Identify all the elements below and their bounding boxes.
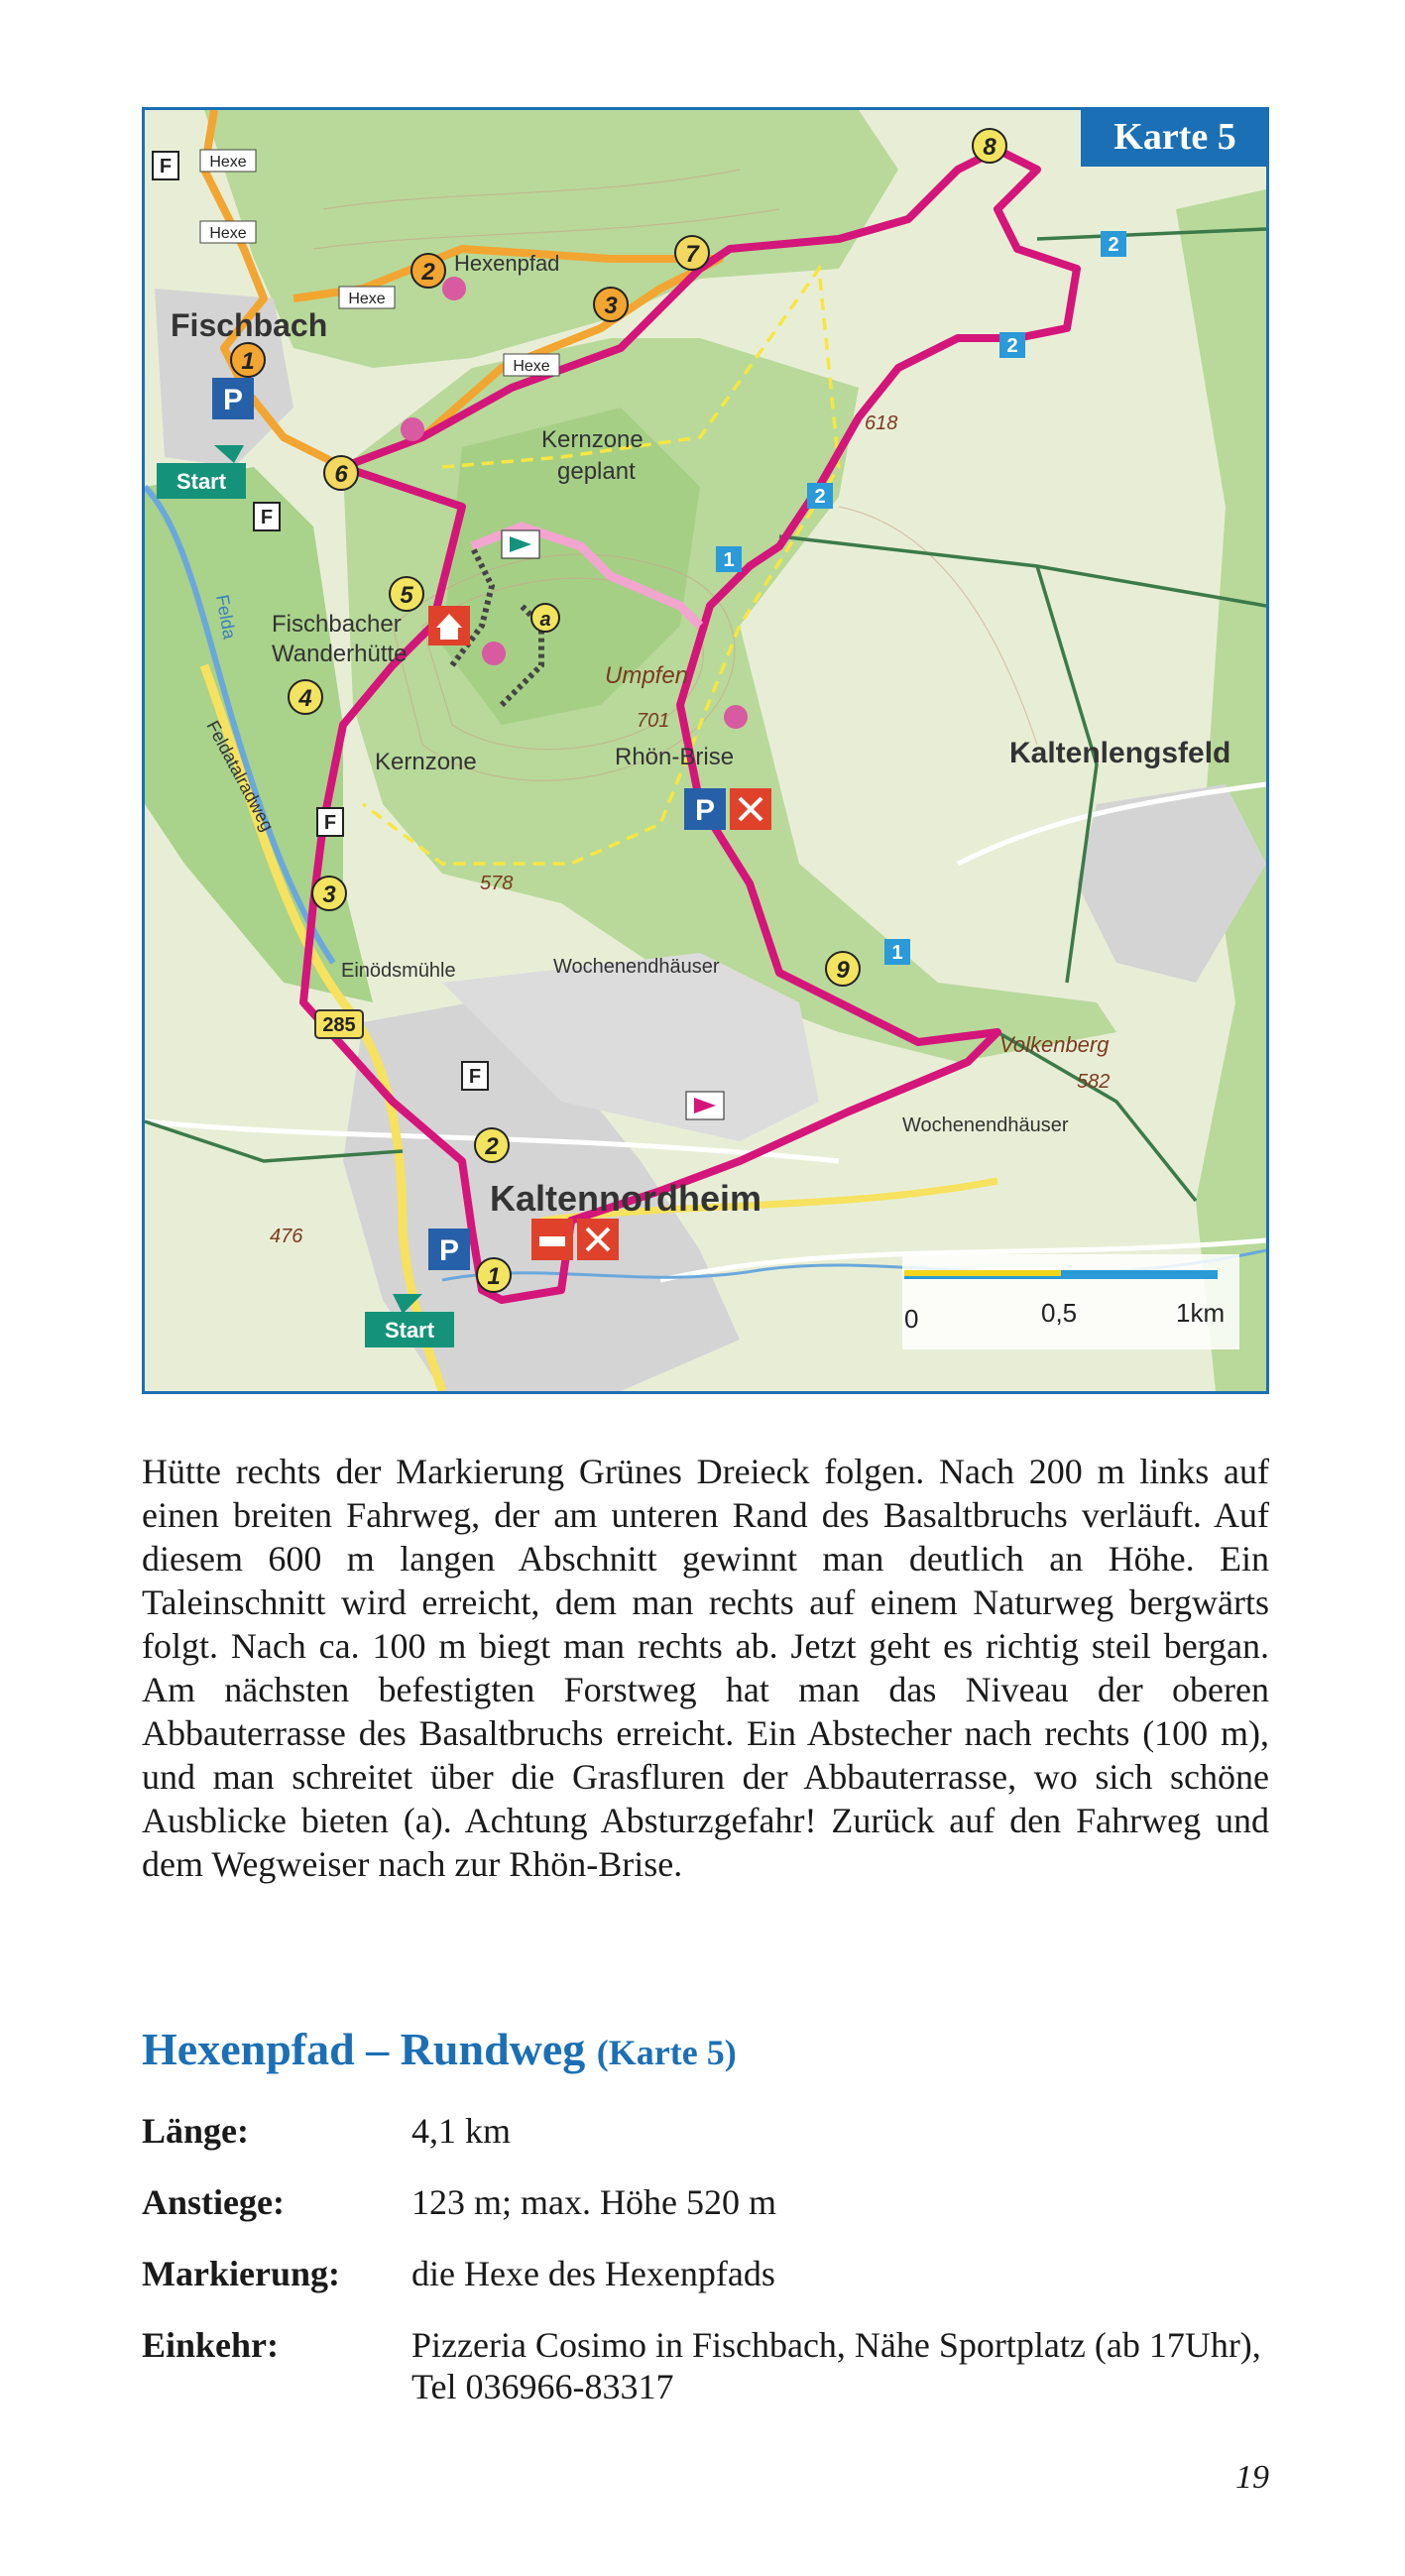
label-hexenpfad: Hexenpfad	[454, 251, 560, 276]
pink-waypoint-1	[477, 1258, 511, 1292]
svg-text:4: 4	[298, 685, 312, 712]
f-marker-4	[462, 1062, 488, 1090]
pink-waypoint-8	[973, 129, 1006, 163]
svg-text:2: 2	[814, 486, 826, 508]
label-einoedsmuehle: Einödsmühle	[341, 960, 456, 982]
scale-half: 0,5	[1041, 1298, 1078, 1328]
svg-text:2: 2	[485, 1133, 499, 1160]
svg-text:2: 2	[1006, 335, 1018, 357]
f-marker-1	[153, 152, 178, 179]
pink-waypoint-9	[826, 952, 860, 986]
trail-marker-2b	[999, 332, 1025, 358]
label-umpfen: Umpfen	[605, 662, 689, 689]
section-title-main: Hexenpfad – Rundweg	[142, 2024, 586, 2074]
info-label: Markierung:	[142, 2254, 340, 2293]
orange-waypoint-7	[675, 236, 709, 270]
orange-waypoint-3	[594, 288, 628, 321]
svg-text:2: 2	[421, 259, 435, 286]
elevation-701: 701	[637, 710, 670, 732]
f-marker-2	[254, 503, 280, 530]
elevation-578: 578	[480, 873, 514, 894]
label-wanderhuette-1: Fischbacher	[272, 611, 402, 638]
pink-waypoint-3	[312, 877, 346, 910]
label-kernzone-geplant-2: geplant	[557, 458, 636, 485]
trail-marker-2c	[1101, 231, 1126, 257]
label-wochenendhaeuser-2: Wochenendhäuser	[902, 1114, 1069, 1136]
waypoint-a	[531, 604, 559, 632]
svg-text:P: P	[694, 794, 716, 827]
svg-text:3: 3	[604, 293, 618, 319]
trail-marker-2a	[807, 483, 833, 509]
hexe-tag-4	[504, 354, 559, 376]
svg-text:Hexe: Hexe	[348, 291, 386, 307]
svg-text:8: 8	[983, 134, 996, 161]
road-shield-285	[315, 1010, 363, 1038]
parking-kaltennordheim	[428, 1229, 470, 1270]
scale-bar	[902, 1254, 1239, 1349]
parking-fischbach	[212, 378, 254, 419]
info-value: 4,1 km	[411, 2111, 512, 2151]
map-badge: Karte 5	[1081, 107, 1269, 167]
svg-text:F: F	[159, 156, 173, 177]
elevation-582: 582	[1077, 1071, 1111, 1093]
svg-text:Hexe: Hexe	[209, 154, 247, 171]
pink-triangle-marker	[686, 1092, 724, 1119]
label-kernzone-geplant-1: Kernzone	[541, 426, 644, 453]
scale-zero: 0	[904, 1304, 919, 1334]
svg-text:6: 6	[334, 461, 348, 488]
svg-text:3: 3	[322, 881, 336, 908]
svg-text:Hexe: Hexe	[209, 225, 247, 242]
svg-text:Hexe: Hexe	[513, 358, 550, 375]
elevation-476: 476	[270, 1226, 303, 1247]
label-wochenendhaeuser-1: Wochenendhäuser	[553, 956, 720, 978]
restaurant-icon	[730, 788, 771, 830]
pink-waypoint-4	[289, 680, 322, 714]
label-felda: Felda	[212, 593, 240, 642]
hut-icon	[428, 606, 470, 645]
label-feldatalradweg: Feldatalradweg	[202, 717, 278, 835]
info-value: 123 m; max. Höhe 520 m	[411, 2182, 776, 2222]
green-triangle-marker	[502, 530, 539, 558]
svg-text:Start: Start	[384, 1318, 435, 1343]
svg-text:F: F	[468, 1066, 482, 1088]
pink-waypoint-2	[475, 1128, 509, 1162]
svg-text:285: 285	[322, 1014, 356, 1036]
info-value: die Hexe des Hexenpfads	[411, 2254, 775, 2293]
label-kernzone: Kernzone	[375, 749, 477, 775]
info-label: Anstiege:	[142, 2182, 285, 2222]
label-fischbach: Fischbach	[171, 307, 328, 343]
svg-text:5: 5	[400, 582, 413, 609]
elevation-618: 618	[865, 412, 898, 434]
svg-text:1: 1	[891, 942, 903, 964]
label-volkenberg: Volkenberg	[999, 1032, 1110, 1057]
trail-marker-1b	[884, 939, 910, 965]
svg-text:a: a	[539, 609, 551, 631]
svg-text:7: 7	[685, 241, 699, 268]
label-rhoen-brise: Rhön-Brise	[615, 744, 735, 770]
hotel-icon	[531, 1219, 573, 1260]
svg-text:1: 1	[241, 348, 255, 375]
map-canvas	[145, 110, 1266, 1391]
svg-text:P: P	[438, 1234, 460, 1267]
svg-text:1: 1	[487, 1263, 501, 1290]
trail-marker-1a	[716, 546, 742, 572]
section-title	[142, 2023, 737, 2075]
info-label: Einkehr:	[142, 2325, 280, 2365]
svg-text:9: 9	[836, 957, 850, 984]
svg-text:1: 1	[723, 549, 735, 571]
svg-text:Start: Start	[176, 469, 227, 494]
label-kaltennordheim: Kaltennordheim	[490, 1178, 762, 1219]
f-marker-3	[317, 808, 343, 836]
svg-text:2: 2	[1108, 234, 1119, 256]
orange-waypoint-1	[231, 343, 265, 377]
info-value: Pizzeria Cosimo in Fischbach, Nähe Sportplatz (ab 17Uhr), Tel 036966-83317	[411, 2325, 1261, 2406]
hexe-tag-2	[200, 221, 256, 243]
section-title-subtitle: (Karte 5)	[596, 2033, 737, 2072]
hexe-tag-1	[200, 150, 256, 172]
svg-text:F: F	[323, 812, 337, 834]
restaurant-icon-kaltennordheim	[577, 1219, 619, 1260]
orange-waypoint-6	[324, 456, 358, 490]
scale-full: 1km	[1176, 1298, 1226, 1328]
pink-waypoint-5	[390, 577, 423, 611]
hexe-tag-3	[339, 287, 395, 308]
page-number: 19	[1235, 2459, 1269, 2496]
label-wanderhuette-2: Wanderhütte	[272, 641, 408, 667]
orange-waypoint-2	[411, 254, 445, 288]
route-map	[142, 107, 1269, 1394]
svg-text:F: F	[260, 507, 274, 528]
body-paragraph: Hütte rechts der Markierung Grünes Dreieck folgen. Nach 200 m links auf einen breiten Fahrweg, der am unteren Rand des Basaltbruchs verläuft. Auf diesem 600 m langen Abschnitt gewinnt man deutlich an Höhe. Ein Taleinschnitt wird erreicht, dem man rechts auf einem Naturweg bergwärts folgt. Nach ca. 100 m biegt man rechts ab. Jetzt geht es richtig steil bergan. Am nächsten befestigten Forstweg hat man das Niveau der oberen Abbauterrasse des Basaltbruchs erreicht. Ein Abstecher nach rechts (100 m), und man schreitet über die Grasfluren der Abbauterrasse, wo sich schöne Ausblicke bieten (a). Achtung Absturzgefahr! Zurück auf den Fahrweg und dem Wegweiser nach zur Rhön-Brise.	[142, 1452, 1269, 1884]
label-kaltenlengsfeld: Kaltenlengsfeld	[1009, 737, 1231, 769]
parking-rhoen-brise	[684, 788, 726, 830]
svg-text:P: P	[222, 384, 244, 416]
info-label: Länge:	[142, 2111, 249, 2151]
